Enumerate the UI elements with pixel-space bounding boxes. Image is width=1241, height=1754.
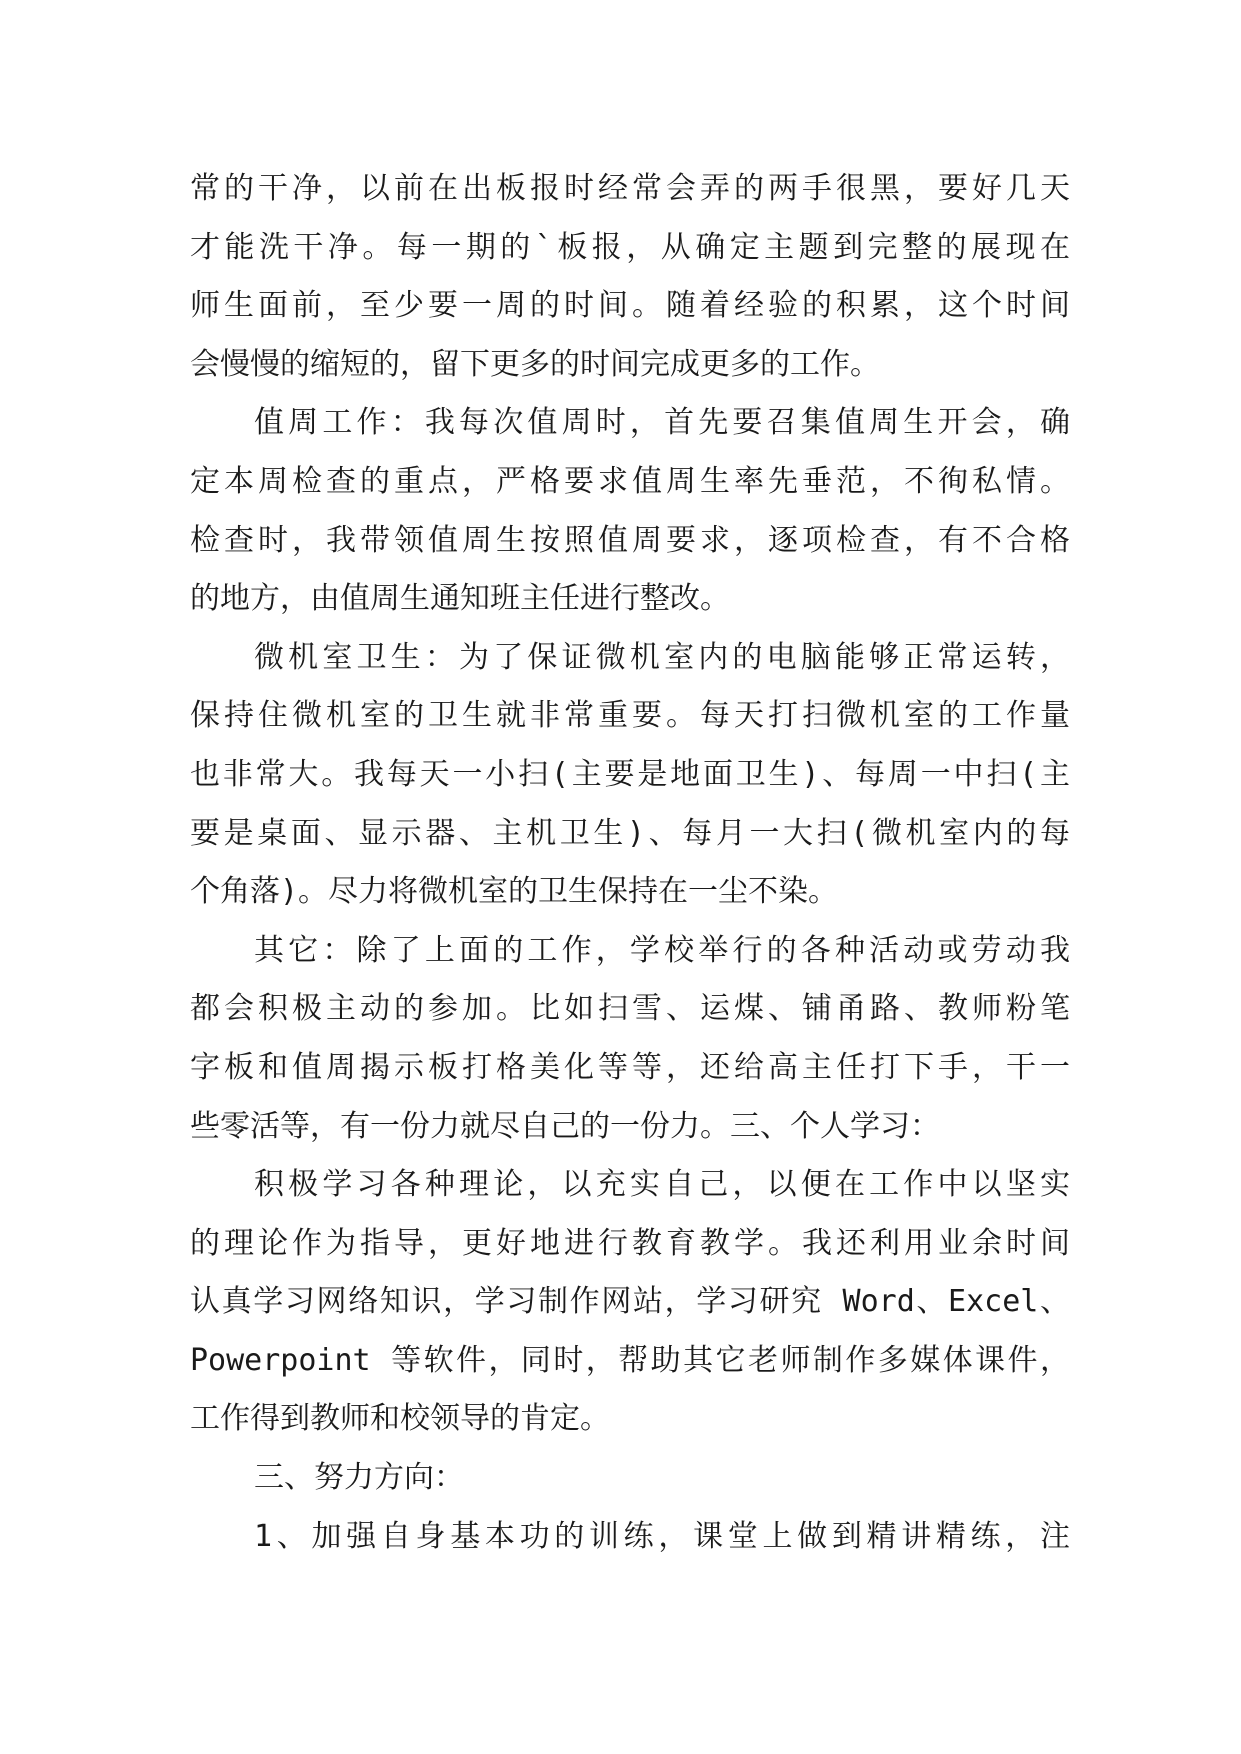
text-line: 工作得到教师和校领导的肯定。 — [190, 1401, 610, 1437]
text-line: 要是桌面、显示器、主机卫生)、每月一大扫(微机室内的每 — [190, 815, 1070, 851]
text-line: 的理论作为指导，更好地进行教育教学。我还利用业余时间 — [190, 1225, 1070, 1261]
paragraph-first-line: 微机室卫生：为了保证微机室内的电脑能够正常运转， — [254, 639, 1070, 675]
text-line: 保持住微机室的卫生就非常重要。每天打扫微机室的工作量 — [190, 698, 1070, 734]
text-line: 会慢慢的缩短的，留下更多的时间完成更多的工作。 — [190, 346, 880, 382]
text-line: 检查时，我带领值周生按照值周要求，逐项检查，有不合格 — [190, 522, 1070, 558]
text-line: Powerpoint 等软件，同时，帮助其它老师制作多媒体课件， — [190, 1342, 1070, 1378]
section-heading: 三、努力方向： — [254, 1460, 464, 1496]
text-line: 字板和值周揭示板打格美化等等，还给高主任打下手，干一 — [190, 1049, 1070, 1085]
text-line: 的地方，由值周生通知班主任进行整改。 — [190, 581, 730, 617]
text-line: 也非常大。我每天一小扫(主要是地面卫生)、每周一中扫(主 — [190, 756, 1070, 792]
text-line: 都会积极主动的参加。比如扫雪、运煤、铺甬路、教师粉笔 — [190, 991, 1070, 1027]
paragraph-first-line: 其它：除了上面的工作，学校举行的各种活动或劳动我 — [254, 932, 1070, 968]
paragraph-first-line: 积极学习各种理论，以充实自己，以便在工作中以坚实 — [254, 1167, 1070, 1203]
body-text — [190, 160, 1070, 1566]
text-line: 常的干净，以前在出板报时经常会弄的两手很黑，要好几天 — [190, 171, 1070, 206]
paragraph-first-line: 1、加强自身基本功的训练，课堂上做到精讲精练，注 — [254, 1518, 1070, 1554]
text-line: 定本周检查的重点，严格要求值周生率先垂范，不徇私情。 — [190, 463, 1070, 499]
text-line: 个角落)。尽力将微机室的卫生保持在一尘不染。 — [190, 874, 839, 910]
text-line: 才能洗干净。每一期的`板报，从确定主题到完整的展现在 — [190, 229, 1070, 265]
text-line: 些零活等，有一份力就尽自己的一份力。三、个人学习： — [190, 1108, 940, 1144]
text-line: 师生面前，至少要一周的时间。随着经验的积累，这个时间 — [190, 288, 1070, 324]
paragraph-first-line: 值周工作：我每次值周时，首先要召集值周生开会，确 — [254, 405, 1070, 441]
text-line: 认真学习网络知识，学习制作网站，学习研究 Word、Excel、 — [190, 1284, 1070, 1320]
